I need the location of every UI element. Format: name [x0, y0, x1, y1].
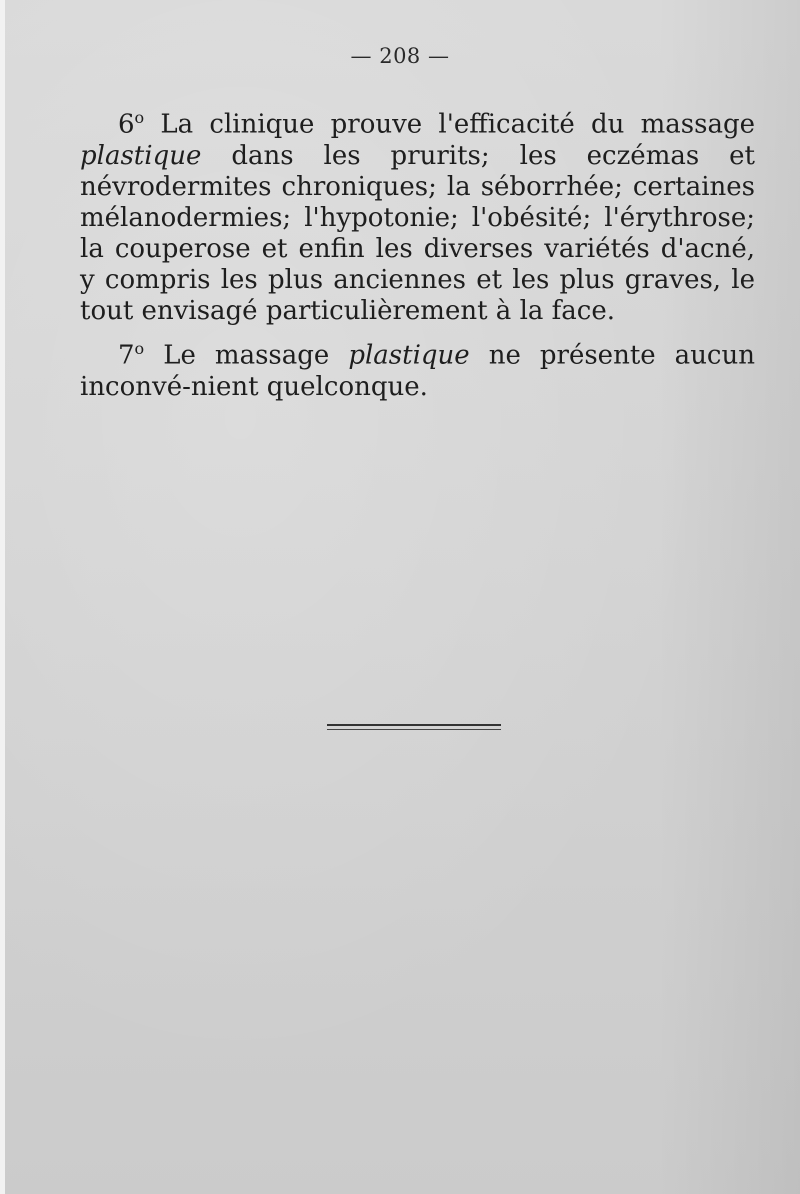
paragraph-6-marker: 6	[118, 109, 135, 140]
rule-line-bottom	[327, 729, 501, 730]
ornament-double-rule	[327, 724, 501, 732]
page-number: — 208 —	[350, 44, 450, 68]
rule-line-top	[327, 724, 501, 726]
paragraph-7-marker: 7	[118, 340, 135, 371]
paragraph-7-italic-term: plastique	[348, 340, 470, 371]
paragraph-6-text-after: dans les prurits; les eczémas et névrodermites chroniques; la séborrhée; certaines mélanodermies; l'hypotonie; l'obésité; l'érythrose; la couperose et enfin les diverses variétés d'acné, y compris les plus anciennes et les plus graves, le tout envisagé particulièrement à la face.	[80, 140, 755, 326]
paragraph-7	[80, 333, 755, 403]
page-edge	[0, 0, 5, 1194]
paragraph-6-text-before: La clinique prouve l'efficacité du massage	[144, 109, 755, 140]
paragraph-6-italic-term: plastique	[80, 140, 202, 171]
paragraph-6	[80, 102, 755, 327]
paragraph-7-ordinal: o	[134, 339, 145, 358]
paragraph-7-text-before: Le massage	[144, 340, 349, 371]
paragraph-7-text-after: ne présente aucun inconvé-nient quelconque.	[80, 340, 755, 402]
paragraph-6-ordinal: o	[134, 108, 145, 127]
